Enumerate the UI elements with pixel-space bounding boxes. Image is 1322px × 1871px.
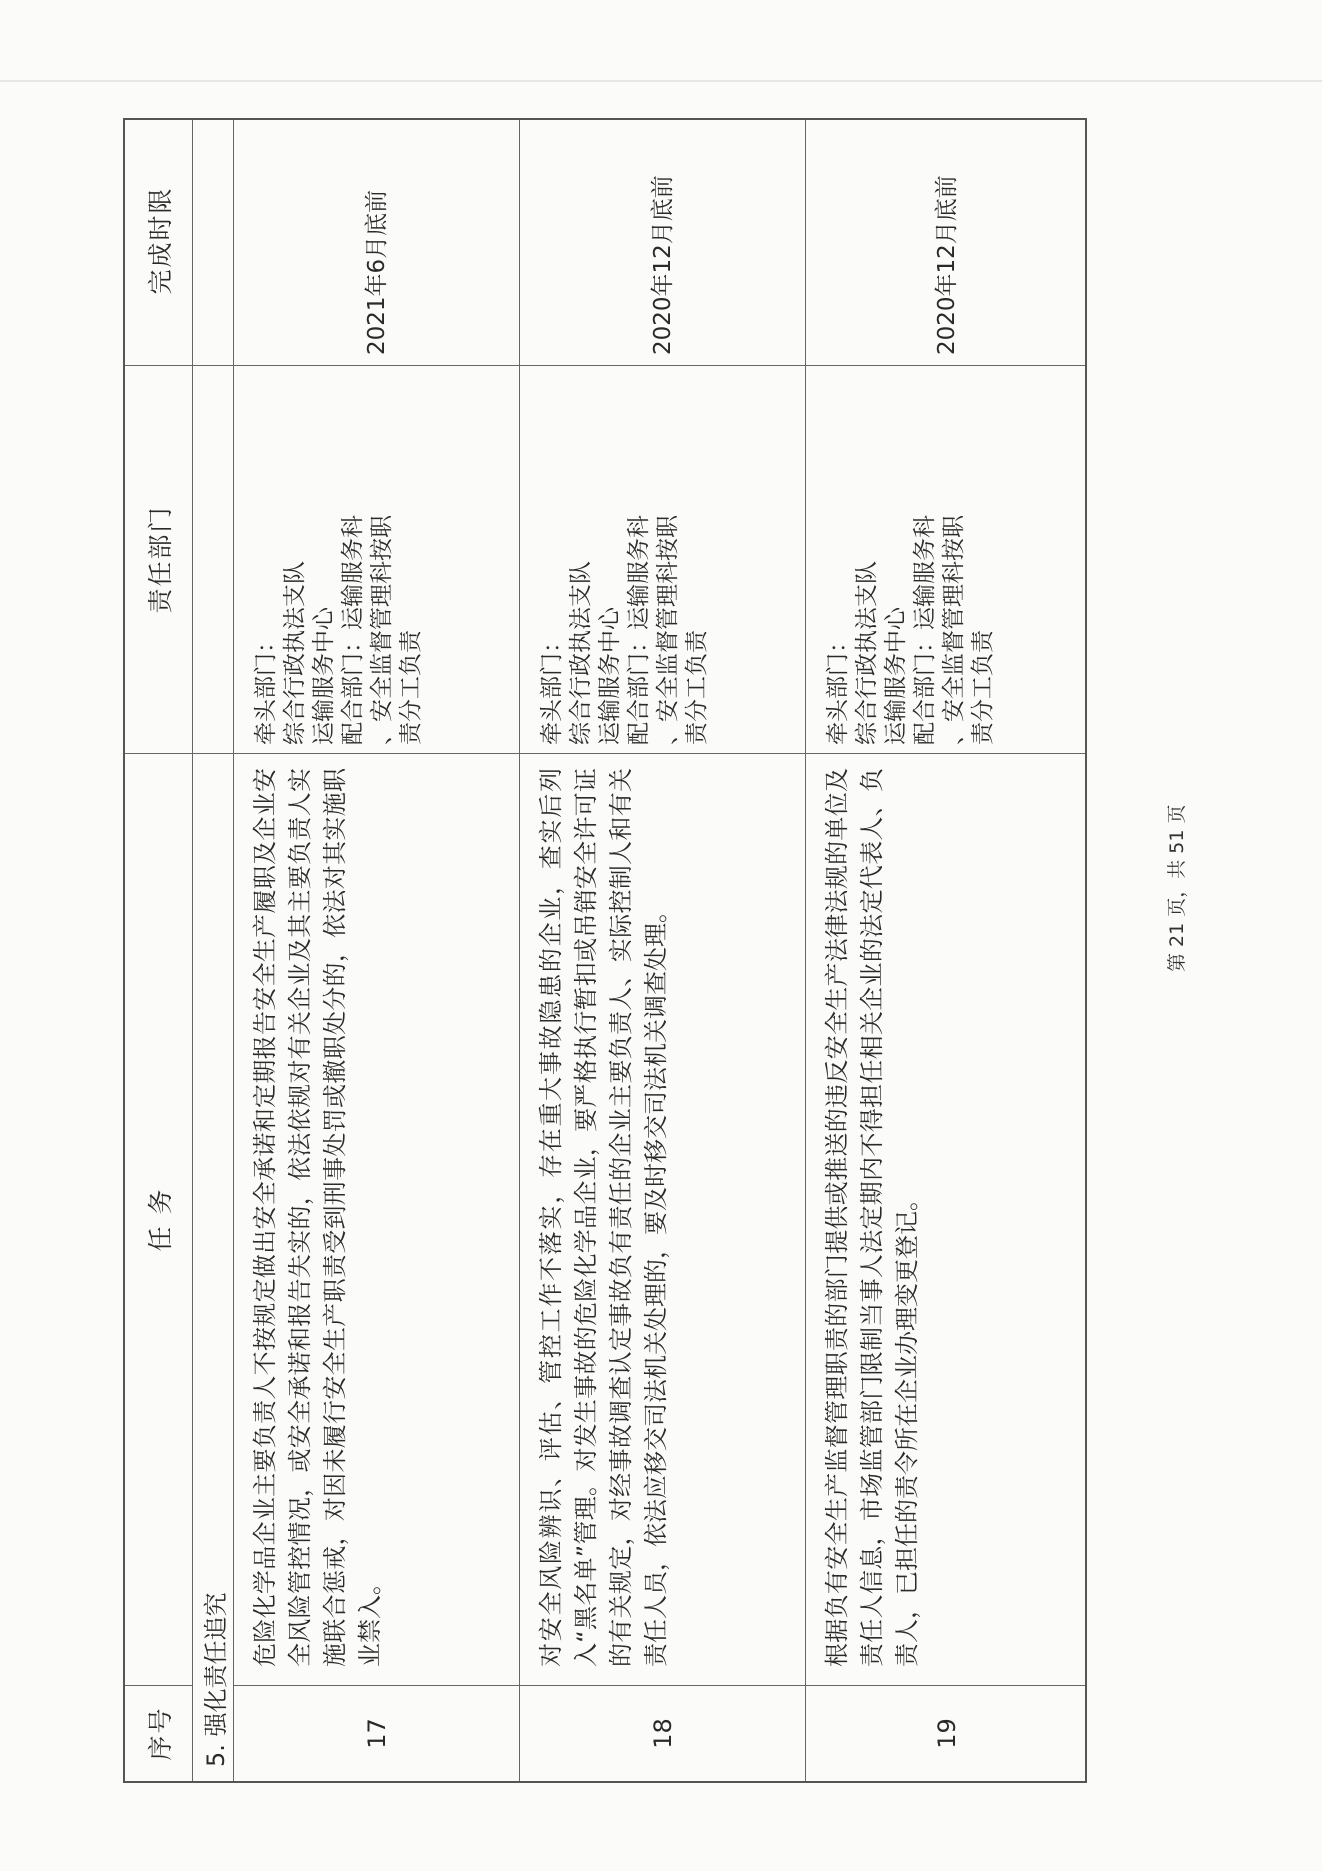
header-task: 任 务 [145, 1187, 175, 1252]
task-text: 对安全风险辨识、评估、管控工作不落实，存在重大事故隐患的企业，查实后列入“黑名单”管理。对发生事故的危险化学品企业，要严格执行暂扣或吊销安全许可证的有关规定，对经事故调查认定事故负有责任的企业主要负责人、实际控制人和有关责任人员，依法应移交司法机关处理的，要及时移交司法机关调查处理。 [537, 768, 670, 1667]
dept-line: 配合部门：运输服务科 [626, 515, 652, 745]
scan-fold-line [0, 80, 1322, 82]
task-table [123, 118, 1087, 1783]
responsible-dept [520, 366, 805, 753]
dept-line: 配合部门：运输服务科 [340, 515, 366, 745]
dept-line: 、安全监督管理科按职 [369, 515, 395, 745]
section-title: 5. 强化责任追究 [201, 1592, 230, 1767]
page-number: 第 21 页，共 51 页 [1166, 804, 1188, 972]
dept-line: 牵头部门： [539, 630, 565, 745]
dept-line: 运输服务中心 [311, 607, 337, 745]
task-text: 根据负有安全生产监督管理职责的部门提供或推送的违反安全生产法律法规的单位及责任人信息，市场监管部门限制当事人法定期内不得担任相关企业的法定代表人、负责人，已担任的责令所在企业办理变更登记。 [823, 768, 921, 1667]
dept-line: 综合行政执法支队 [568, 561, 594, 745]
row-divider [192, 120, 193, 1781]
responsible-dept [234, 366, 519, 753]
dept-line: 综合行政执法支队 [282, 561, 308, 745]
task-text: 危险化学品企业主要负责人不按规定做出安全承诺和定期报告安全生产履职及企业安全风险管控情况，或安全承诺和报告失实的，依法依规对有关企业及其主要负责人实施联合惩戒，对因未履行安全生产职责受到刑事处罚或撤职处分的，依法对其实施职业禁入。 [251, 768, 384, 1667]
deadline: 2021年6月底前 [363, 189, 390, 355]
dept-line: 责分工负责 [684, 630, 710, 745]
header-no: 序号 [145, 1706, 175, 1761]
dept-line: 配合部门：运输服务科 [912, 515, 938, 745]
dept-line: 牵头部门： [253, 630, 279, 745]
deadline: 2020年12月底前 [649, 175, 676, 355]
dept-line: 综合行政执法支队 [854, 561, 880, 745]
dept-line: 责分工负责 [398, 630, 424, 745]
dept-line: 、安全监督管理科按职 [655, 515, 681, 745]
header-deadline: 完成时限 [145, 186, 175, 295]
row-number: 17 [362, 1718, 391, 1749]
row-number: 18 [648, 1718, 677, 1749]
dept-line: 运输服务中心 [597, 607, 623, 745]
responsible-dept [806, 366, 1087, 753]
deadline: 2020年12月底前 [933, 175, 960, 355]
dept-line: 牵头部门： [825, 630, 851, 745]
dept-line: 运输服务中心 [883, 607, 909, 745]
dept-line: 、安全监督管理科按职 [941, 515, 967, 745]
row-number: 19 [932, 1718, 961, 1749]
dept-line: 责分工负责 [970, 630, 996, 745]
header-dept: 责任部门 [145, 505, 175, 614]
